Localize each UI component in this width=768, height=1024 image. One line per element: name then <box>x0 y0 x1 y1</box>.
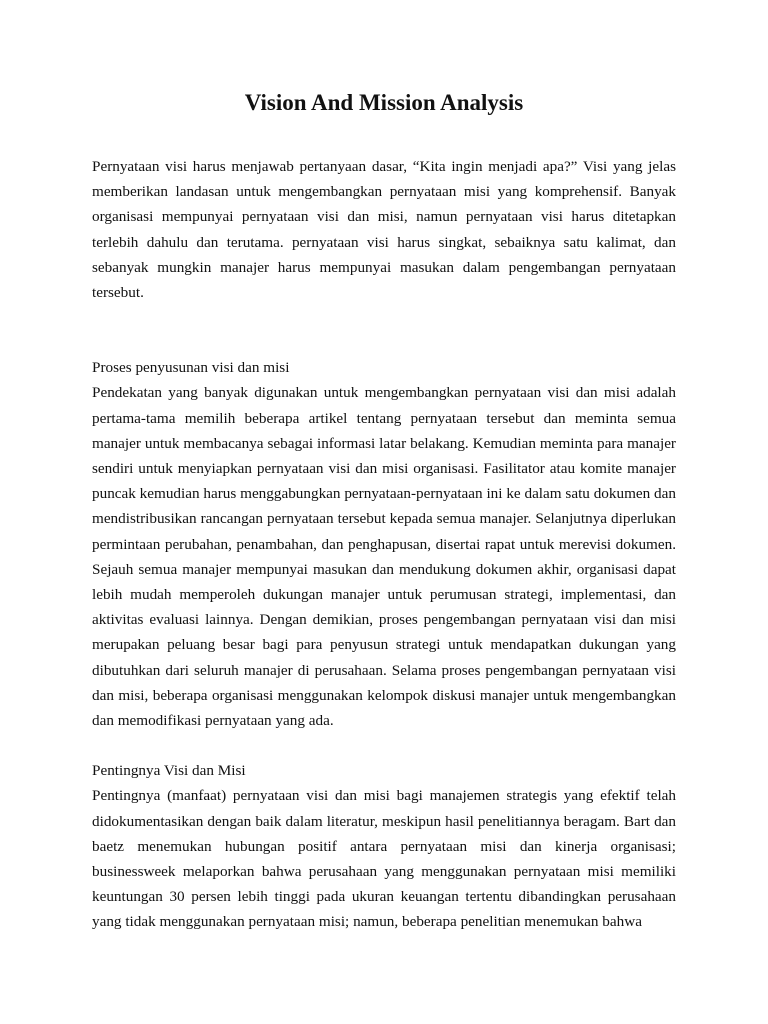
section-heading-proses: Proses penyusunan visi dan misi <box>92 359 290 377</box>
section-gap <box>92 305 676 355</box>
section-body-proses: Pendekatan yang banyak digunakan untuk mengembangkan pernyataan visi dan misi adalah pertama-tama memilih beberapa artikel tentang pernyataan tersebut dan meminta semua manajer untuk membacanya sebagai informasi latar belakang. Kemudian meminta para manajer sendiri untuk menyiapkan pernyataan visi dan misi organisasi. Fasilitator atau komite manajer puncak kemudian harus menggabungkan pernyataan-pernyataan ini ke dalam satu dokumen dan mendistribusikan rancangan pernyataan tersebut kepada semua manajer. Selanjutnya diperlukan permintaan perubahan, penambahan, dan penghapusan, disertai rapat untuk merevisi dokumen. Sejauh semua manajer mempunyai masukan dan mendukung dokumen akhir, organisasi dapat lebih mudah memperoleh dukungan manajer untuk perumusan strategi, implementasi, dan aktivitas evaluasi lainnya. Dengan demikian, proses pengembangan pernyataan visi dan misi merupakan peluang besar bagi para penyusun strategi untuk mendapatkan dukungan yang dibutuhkan dari seluruh manajer di perusahaan. Selama proses pengembangan pernyataan visi dan misi, beberapa organisasi menggunakan kelompok diskusi manajer untuk mengembangkan dan memodifikasi pernyataan yang ada. <box>92 384 676 730</box>
section-heading-pentingnya: Pentingnya Visi dan Misi <box>92 762 246 780</box>
section-body-pentingnya: Pentingnya (manfaat) pernyataan visi dan misi bagi manajemen strategis yang efektif telah didokumentasikan dengan baik dalam literatur, meskipun hasil penelitiannya beragam. Bart dan baetz menemukan hubungan positif antara pernyataan misi dan kinerja organisasi; businessweek melaporkan bahwa perusahaan yang menggunakan pernyataan misi memiliki keuntungan 30 persen lebih tinggi pada ukuran keuangan tertentu dibandingkan perusahaan yang tidak menggunakan pernyataan misi; namun, beberapa penelitian menemukan bahwa <box>92 787 676 931</box>
intro-paragraph: Pernyataan visi harus menjawab pertanyaan dasar, “Kita ingin menjadi apa?” Visi yang jelas memberikan landasan untuk mengembangkan pernyataan misi yang komprehensif. Banyak organisasi mempunyai pernyataan visi dan misi, namun pernyataan visi harus ditetapkan terlebih dahulu dan terutama. pernyataan visi harus singkat, sebaiknya satu kalimat, dan sebanyak mungkin manajer harus mempunyai masukan dalam pengembangan pernyataan tersebut. <box>92 158 676 302</box>
section-gap <box>92 733 676 758</box>
document-title: Vision And Mission Analysis <box>244 90 524 115</box>
